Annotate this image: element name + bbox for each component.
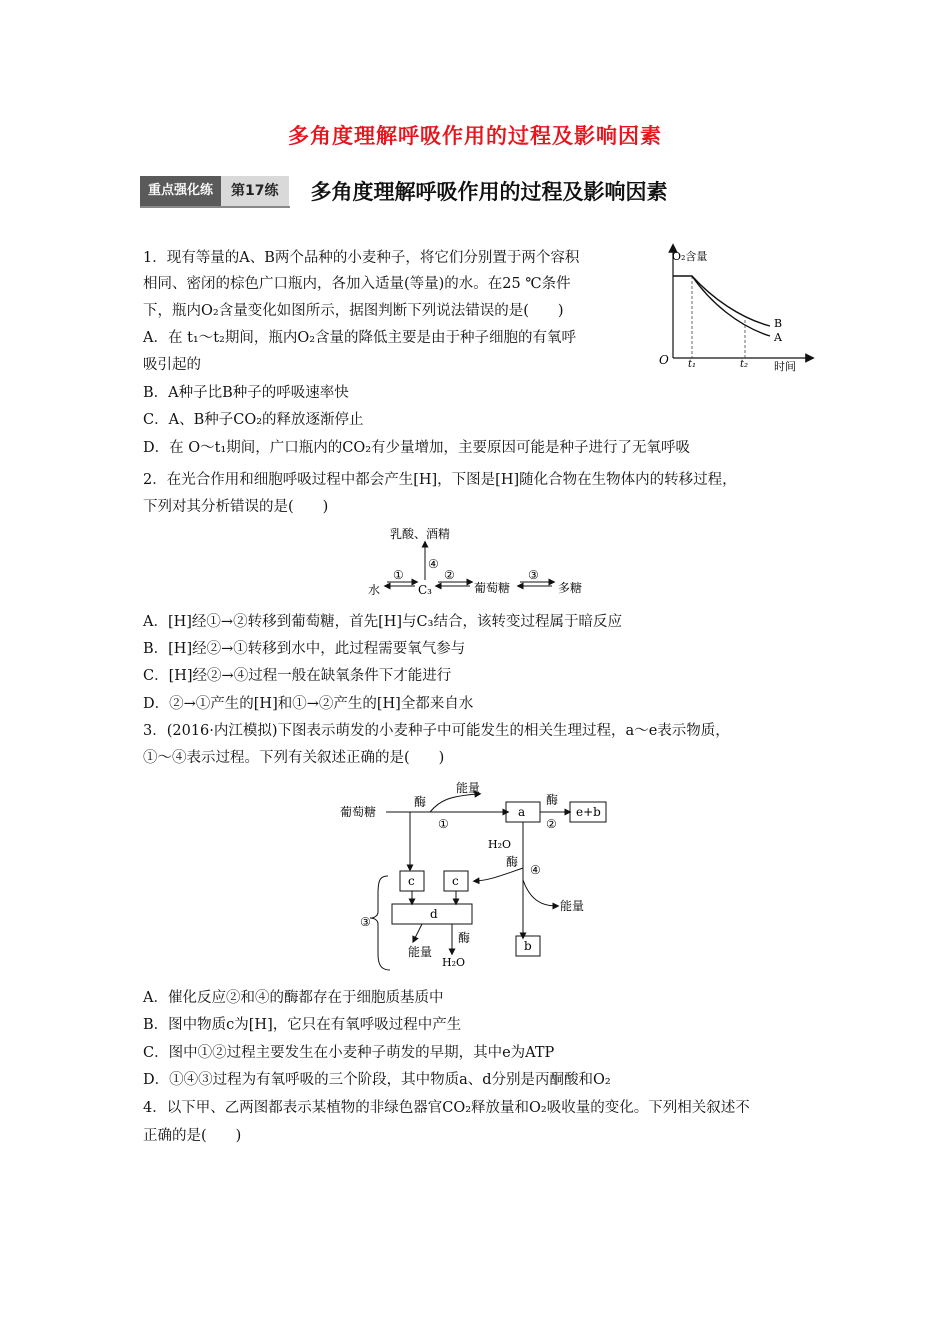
h2o-output-label: H₂O bbox=[442, 956, 466, 969]
q4-line: 4．以下甲、乙两图都表示某植物的非绿色器官CO₂释放量和O₂吸收量的变化。下列相关叙述不 bbox=[143, 1100, 750, 1116]
step-1-label: ① bbox=[438, 817, 449, 831]
banner-tag-number: 第17练 bbox=[221, 176, 288, 206]
banner-tag-focus: 重点强化练 bbox=[140, 176, 221, 206]
section-banner bbox=[140, 174, 668, 208]
glucose-label: 葡萄糖 bbox=[474, 581, 511, 595]
step-4-label: ④ bbox=[428, 557, 439, 571]
c3-label: C₃ bbox=[418, 583, 432, 597]
energy-3-label: 能量 bbox=[408, 945, 433, 959]
q1-option: D．在 O～t₁期间，广口瓶内的CO₂有少量增加，主要原因可能是种子进行了无氧呼吸 bbox=[143, 440, 691, 456]
q4-line: 正确的是( ) bbox=[143, 1128, 242, 1144]
q3-line: ①～④表示过程。下列有关叙述正确的是( ) bbox=[143, 750, 445, 766]
step-3-label: ③ bbox=[528, 568, 539, 582]
step-2-label: ② bbox=[546, 817, 557, 831]
h2o-input-label: H₂O bbox=[488, 838, 512, 851]
energy-2-label: 能量 bbox=[560, 899, 585, 913]
energy-2-arrow bbox=[523, 880, 556, 906]
box-c-2-label: c bbox=[452, 874, 459, 888]
glucose-label: 葡萄糖 bbox=[340, 805, 377, 819]
h-transfer-diagram bbox=[360, 522, 600, 602]
energy-3-arrow bbox=[414, 924, 422, 940]
water-label: 水 bbox=[368, 583, 381, 597]
energy-1-arrow bbox=[430, 794, 478, 812]
lactate-alcohol-label: 乳酸、酒精 bbox=[390, 527, 451, 541]
enzyme-3-label: 酶 bbox=[506, 855, 519, 869]
q1-option: 吸引起的 bbox=[143, 357, 201, 373]
x-axis-label: 时间 bbox=[774, 360, 796, 373]
q2-line: 下列对其分析错误的是( ) bbox=[143, 499, 329, 515]
y-axis-label: O₂含量 bbox=[672, 250, 708, 263]
q1-option: A．在 t₁～t₂期间，瓶内O₂含量的降低主要是由于种子细胞的有氧呼 bbox=[143, 330, 577, 346]
enzyme-4-label: 酶 bbox=[458, 931, 471, 945]
arrow-to-c2 bbox=[476, 868, 523, 881]
box-a-label: a bbox=[518, 805, 526, 819]
q3-line: 3．(2016·内江模拟)下图表示萌发的小麦种子中可能发生的相关生理过程，a～e表示物质， bbox=[143, 723, 730, 739]
energy-1-label: 能量 bbox=[456, 781, 481, 795]
q1-option: C．A、B种子CO₂的释放逐渐停止 bbox=[143, 412, 364, 428]
q1-option: B．A种子比B种子的呼吸速率快 bbox=[143, 385, 349, 401]
origin-label: O bbox=[659, 353, 669, 367]
box-b-label: b bbox=[524, 939, 532, 953]
q3-option: A．催化反应②和④的酶都存在于细胞质基质中 bbox=[143, 990, 444, 1006]
banner-underline bbox=[140, 206, 290, 208]
q2-option: C．[H]经②→④过程一般在缺氧条件下才能进行 bbox=[143, 668, 452, 684]
t1-label: t₁ bbox=[688, 359, 697, 370]
o2-content-chart bbox=[650, 238, 820, 373]
q2-option: A．[H]经①→②转移到葡萄糖，首先[H]与C₃结合，该转变过程属于暗反应 bbox=[143, 614, 622, 630]
box-eb-label: e+b bbox=[576, 805, 601, 819]
curve-b bbox=[673, 276, 770, 326]
q1-line: 下，瓶内O₂含量变化如图所示，据图判断下列说法错误的是( ) bbox=[143, 303, 564, 319]
q2-option: D．②→①产生的[H]和①→②产生的[H]全都来自水 bbox=[143, 696, 474, 712]
stage-3-brace bbox=[370, 876, 390, 970]
curve-b-label: B bbox=[774, 317, 783, 330]
box-d-label: d bbox=[430, 907, 438, 921]
q2-line: 2．在光合作用和细胞呼吸过程中都会产生[H]，下图是[H]随化合物在生物体内的转移过程， bbox=[143, 472, 737, 488]
polysaccharide-label: 多糖 bbox=[558, 581, 583, 595]
step-1-label: ① bbox=[393, 568, 404, 582]
q2-option: B．[H]经②→①转移到水中，此过程需要氧气参与 bbox=[143, 641, 466, 657]
banner-heading: 多角度理解呼吸作用的过程及影响因素 bbox=[310, 180, 668, 204]
q3-option: C．图中①②过程主要发生在小麦种子萌发的早期，其中e为ATP bbox=[143, 1045, 555, 1061]
curve-a-label: A bbox=[774, 331, 782, 344]
page-title: 多角度理解呼吸作用的过程及影响因素 bbox=[288, 124, 662, 148]
curve-a bbox=[692, 276, 770, 336]
q3-option: D．①④③过程为有氧呼吸的三个阶段，其中物质a、d分别是丙酮酸和O₂ bbox=[143, 1072, 611, 1088]
q1-line: 1．现有等量的A、B两个品种的小麦种子，将它们分别置于两个容积 bbox=[143, 250, 580, 266]
box-c-1-label: c bbox=[408, 874, 415, 888]
respiration-process-diagram bbox=[330, 776, 620, 976]
q3-option: B．图中物质c为[H]，它只在有氧呼吸过程中产生 bbox=[143, 1017, 462, 1033]
step-4-label: ④ bbox=[530, 863, 541, 877]
q1-line: 相同、密闭的棕色广口瓶内，各加入适量(等量)的水。在25 ℃条件 bbox=[143, 276, 571, 292]
step-3-label: ③ bbox=[360, 915, 371, 929]
enzyme-2-label: 酶 bbox=[546, 793, 559, 807]
enzyme-1-label: 酶 bbox=[414, 795, 427, 809]
step-2-label: ② bbox=[444, 568, 455, 582]
t2-label: t₂ bbox=[740, 359, 749, 370]
